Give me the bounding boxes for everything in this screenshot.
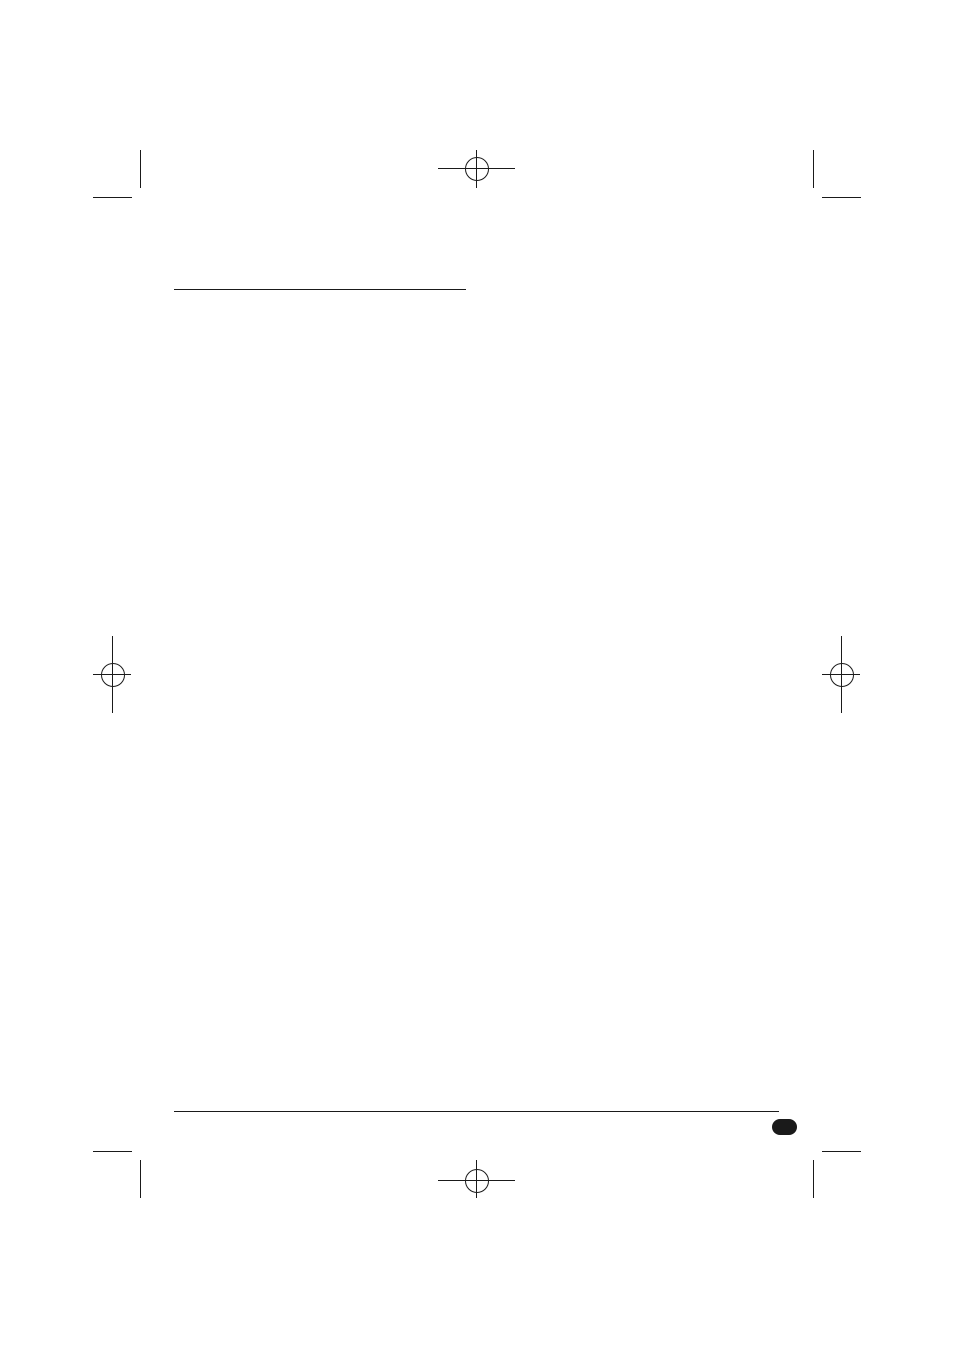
crop-mark: [822, 197, 861, 198]
crop-mark: [93, 197, 132, 198]
crop-mark: [813, 150, 814, 188]
registration-mark: [101, 663, 125, 687]
registration-mark: [830, 663, 854, 687]
language-badge: [772, 1119, 797, 1135]
footer-rule: [174, 1111, 779, 1112]
registration-mark: [465, 1169, 489, 1193]
crop-mark: [822, 1151, 861, 1152]
crop-mark: [140, 150, 141, 188]
crop-mark: [140, 1160, 141, 1198]
registration-mark: [465, 157, 489, 181]
left-column: [174, 259, 466, 301]
crop-mark: [813, 1160, 814, 1198]
crop-mark: [93, 1151, 132, 1152]
